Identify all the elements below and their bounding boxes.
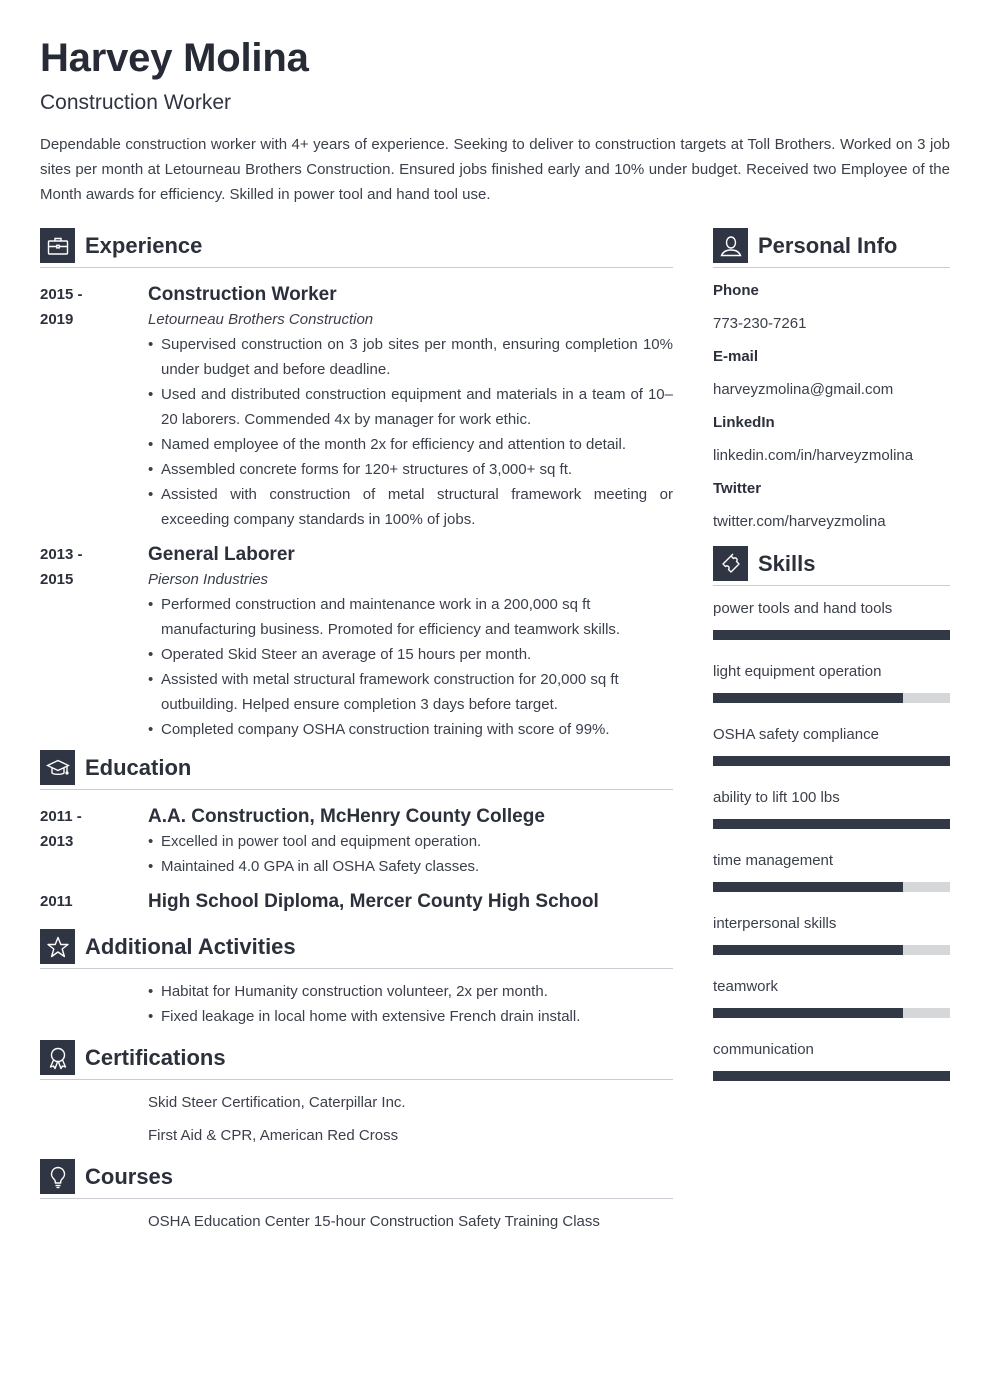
section-divider xyxy=(40,1198,673,1199)
skill-item xyxy=(713,911,950,955)
list-item: • Supervised construction on 3 job sites per month, ensuring completion 10% under budget and before deadline. xyxy=(148,332,673,382)
job-body xyxy=(148,542,673,742)
job-title: Construction Worker xyxy=(148,284,337,305)
job-bullets xyxy=(148,592,673,742)
skills-section xyxy=(713,546,950,1081)
courses-title: Courses xyxy=(85,1163,174,1189)
star-icon xyxy=(40,929,75,964)
activities-bullets xyxy=(148,979,673,1029)
education-body xyxy=(148,889,673,914)
personal-info-section xyxy=(713,228,950,534)
profile-summary: Dependable construction worker with 4+ years of experience. Seeking to deliver to construction targets at Toll Brothers. Worked on 3 job sites per month at Letourneau Brothers Construction. Ensured jobs finished early and 10% under budget. Received two Employee of the Month awards for efficiency. Skilled in power tool and hand tool use. xyxy=(40,136,950,203)
skill-item xyxy=(713,848,950,892)
date-end: 2019 xyxy=(40,311,74,328)
job-bullets xyxy=(148,332,673,532)
skill-name: ability to lift 100 lbs xyxy=(713,789,840,806)
email-field xyxy=(713,344,950,402)
skill-name: time management xyxy=(713,852,834,869)
date-end: 2015 xyxy=(40,571,74,588)
education-entry xyxy=(40,804,673,879)
briefcase-icon xyxy=(40,228,75,263)
skill-bar-fill xyxy=(713,1071,950,1081)
graduation-cap-icon xyxy=(40,750,75,785)
skill-bar xyxy=(713,693,950,703)
list-item: • Operated Skid Steer an average of 15 hours per month. xyxy=(148,642,673,667)
job-entry xyxy=(40,282,673,532)
list-item: • Excelled in power tool and equipment operation. xyxy=(148,829,673,854)
education-bullets xyxy=(148,829,673,879)
certification-item: First Aid & CPR, American Red Cross xyxy=(148,1127,399,1144)
skill-name: interpersonal skills xyxy=(713,915,837,932)
email-label: E-mail xyxy=(713,348,759,365)
list-item: • Performed construction and maintenance work in a 200,000 sq ft manufacturing business. Promoted for efficiency and teamwork skills. xyxy=(148,592,673,642)
education-section xyxy=(40,750,673,914)
list-item: • Assisted with construction of metal structural framework meeting or exceeding company standards in 100% of jobs. xyxy=(148,482,673,532)
lightbulb-icon xyxy=(40,1159,75,1194)
award-ribbon-icon xyxy=(40,1040,75,1075)
skill-name: communication xyxy=(713,1041,814,1058)
skill-bar-fill xyxy=(713,630,950,640)
date-start: 2011 - xyxy=(40,808,82,825)
education-entry xyxy=(40,889,673,914)
date-start: 2013 - xyxy=(40,546,83,563)
skill-name: OSHA safety compliance xyxy=(713,726,879,743)
course-item: OSHA Education Center 15-hour Construction Safety Training Class xyxy=(148,1213,600,1230)
experience-section xyxy=(40,228,673,742)
section-divider xyxy=(713,585,950,586)
phone-value: 773-230-7261 xyxy=(713,315,807,332)
job-date xyxy=(40,542,148,742)
education-header xyxy=(40,750,673,785)
experience-title: Experience xyxy=(85,232,203,258)
certifications-header xyxy=(40,1040,673,1075)
section-divider xyxy=(40,1079,673,1080)
skill-bar xyxy=(713,819,950,829)
skill-item xyxy=(713,974,950,1018)
candidate-role: Construction Worker xyxy=(40,91,232,114)
linkedin-field xyxy=(713,410,950,468)
job-entry xyxy=(40,542,673,742)
skill-bar xyxy=(713,945,950,955)
puzzle-icon xyxy=(713,546,748,581)
skill-name: teamwork xyxy=(713,978,779,995)
list-item: • Assembled concrete forms for 120+ structures of 3,000+ sq ft. xyxy=(148,457,673,482)
job-company: Pierson Industries xyxy=(148,571,269,588)
user-icon xyxy=(713,228,748,263)
candidate-name: Harvey Molina xyxy=(40,36,309,80)
twitter-field xyxy=(713,476,950,534)
list-item: • Named employee of the month 2x for efficiency and attention to detail. xyxy=(148,432,673,457)
left-column xyxy=(40,228,673,1234)
date-start: 2015 - xyxy=(40,286,83,303)
degree-title: High School Diploma, Mercer County High School xyxy=(148,891,599,912)
degree-title: A.A. Construction, McHenry County College xyxy=(148,806,545,827)
skill-bar xyxy=(713,1071,950,1081)
skill-item xyxy=(713,659,950,703)
twitter-label: Twitter xyxy=(713,480,762,497)
linkedin-label: LinkedIn xyxy=(713,414,775,431)
certifications-title: Certifications xyxy=(85,1044,226,1070)
skill-item xyxy=(713,722,950,766)
courses-section xyxy=(40,1159,673,1234)
job-company: Letourneau Brothers Construction xyxy=(148,311,374,328)
personal-info-header xyxy=(713,228,950,263)
section-divider xyxy=(713,267,950,268)
skill-item xyxy=(713,785,950,829)
job-title: General Laborer xyxy=(148,544,295,565)
skill-name: power tools and hand tools xyxy=(713,600,893,617)
skill-bar-fill xyxy=(713,756,950,766)
skills-title: Skills xyxy=(758,550,816,576)
education-body xyxy=(148,804,673,879)
list-item: • Completed company OSHA construction training with score of 99%. xyxy=(148,717,673,742)
skill-bar-fill xyxy=(713,945,903,955)
email-value: harveyzmolina@gmail.com xyxy=(713,381,894,398)
phone-field xyxy=(713,278,950,336)
section-divider xyxy=(40,789,673,790)
skill-bar-fill xyxy=(713,819,950,829)
list-item: • Fixed leakage in local home with extensive French drain install. xyxy=(148,1004,673,1029)
skill-bar xyxy=(713,630,950,640)
right-column xyxy=(713,228,950,1081)
section-divider xyxy=(40,968,673,969)
list-item: • Habitat for Humanity construction volunteer, 2x per month. xyxy=(148,979,673,1004)
linkedin-value: linkedin.com/in/harveyzmolina xyxy=(713,447,914,464)
skill-bar-fill xyxy=(713,1008,903,1018)
activities-title: Additional Activities xyxy=(85,933,296,959)
skills-header xyxy=(713,546,950,581)
certifications-section xyxy=(40,1040,673,1148)
phone-label: Phone xyxy=(713,282,759,299)
list-item: • Assisted with metal structural framework construction for 20,000 sq ft outbuilding. Helped ensure completion 3 days before target. xyxy=(148,667,673,717)
skill-bar-fill xyxy=(713,882,903,892)
date-end: 2013 xyxy=(40,833,74,850)
list-item: • Used and distributed construction equipment and materials in a team of 10–20 laborers. Commended 4x by manager for work ethic. xyxy=(148,382,673,432)
education-date: 2011 xyxy=(40,893,73,910)
activities-header xyxy=(40,929,673,964)
skill-bar xyxy=(713,1008,950,1018)
skill-name: light equipment operation xyxy=(713,663,882,680)
personal-info-title: Personal Info xyxy=(758,232,898,258)
skill-item xyxy=(713,1037,950,1081)
education-title: Education xyxy=(85,754,192,780)
job-date xyxy=(40,282,148,532)
job-body xyxy=(148,282,673,532)
section-divider xyxy=(40,267,673,268)
experience-header xyxy=(40,228,673,263)
list-item: • Maintained 4.0 GPA in all OSHA Safety classes. xyxy=(148,854,673,879)
certification-item: Skid Steer Certification, Caterpillar Inc. xyxy=(148,1094,406,1111)
skill-bar-fill xyxy=(713,693,903,703)
education-date xyxy=(40,804,148,879)
courses-header xyxy=(40,1159,673,1194)
skill-bar xyxy=(713,756,950,766)
skill-item xyxy=(713,596,950,640)
activities-section xyxy=(40,929,673,1029)
skills-list xyxy=(713,596,950,1081)
twitter-value: twitter.com/harveyzmolina xyxy=(713,513,886,530)
skill-bar xyxy=(713,882,950,892)
